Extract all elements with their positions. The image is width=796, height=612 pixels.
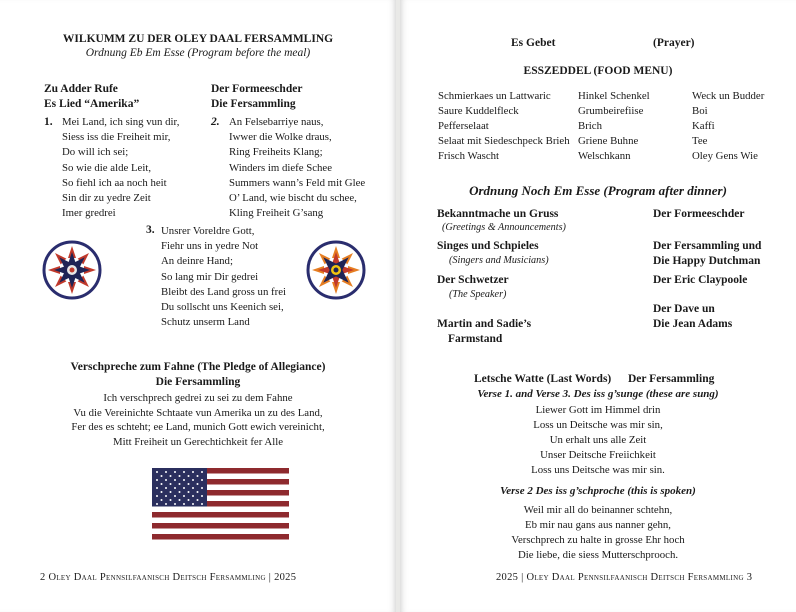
lyric-line: Bleibt des Land gross un frei [161,285,287,298]
moc-heading: Der Formeeschder [211,83,303,95]
lyric-line: Du sollscht uns Keenich sei, [161,301,284,314]
lyric-line: O’ Land, wie bischt du schee, [229,192,357,205]
pledge-line: Vu die Vereinichte Schtaate vun Amerika un zu des Land, [73,406,323,419]
menu-item: Oley Gens Wie [692,150,758,162]
spoken-verse-text [400,503,796,563]
presenter-line: Die Happy Dutchman [653,255,761,267]
verse-3-number: 3. [146,224,155,236]
lyric-line: Iwwer die Wolke draus, [229,131,332,144]
spoken-line: Eb mir nau gans aus nanner gehn, [524,519,672,531]
menu-item: Griene Buhne [578,135,639,147]
verse-3-lyrics [161,224,286,330]
presenter-line: Der Dave un [653,303,715,315]
song-heading: Es Lied “Amerika” [44,98,140,110]
lyric-line: So fiehl ich aa noch heit [62,176,167,189]
hex-sign-star-icon [306,240,366,300]
lyric-line: Unsrer Voreldre Gott, [161,225,255,237]
call-to-order-block [44,82,139,112]
lyric-line: Do will ich sei; [62,146,129,159]
menu-item: Brich [578,120,602,132]
menu-item: Welschkann [578,150,631,162]
program-item-presenter [653,239,761,269]
menu-item: Kaffi [692,120,715,132]
program-title-line: Farmstand [448,333,503,345]
verse-1-lyrics [62,115,179,221]
left-page [0,0,396,612]
program-item-presenter: Der Eric Claypoole [653,274,748,286]
menu-item: Pefferselaat [438,120,489,132]
pledge-text [0,391,396,449]
verse-2-number: 2. [211,116,220,128]
program-item-title: Der Schwetzer [437,274,509,286]
menu-item: Schmierkaes un Lattwaric [438,90,551,102]
song-line: Un erhalt uns alle Zeit [549,434,647,446]
right-page [400,0,796,612]
menu-item: Weck un Budder [692,90,765,102]
song-line: Loss uns Deitsche was mir sin. [531,464,665,476]
lyric-line: Imer gredrei [62,207,116,220]
master-of-ceremonies-block [211,82,302,112]
menu-item: Boi [692,105,708,117]
menu-item: Tee [692,135,708,147]
program-item-subtitle: (The Speaker) [449,289,507,300]
lyric-line: An Felsebarriye naus, [229,116,324,128]
lyric-line: So lang mir Dir gedrei [161,270,259,283]
song-line: Loss un Deitsche was mir sin, [533,419,663,431]
lyric-line: Sin dir zu yedre Zeit [62,192,151,205]
program-subtitle: Ordnung Eb Em Esse (Program before the meal) [85,47,311,59]
menu-item: Selaat mit Siedeschpeck Brieh [438,135,570,147]
menu-item: Frisch Wascht [438,150,500,162]
assembly-heading: Die Fersammling [211,98,296,110]
pledge-line: Ich verschprech gedrei zu sei zu dem Fahne [103,392,293,404]
lyric-line: Siess iss die Freiheit mir, [62,131,171,144]
pledge-line: Mitt Freiheit un Gerechtichkeit fer Alle [113,435,283,448]
program-item-presenter: Der Formeeschder [653,208,745,220]
lyric-line: Schutz unserm Land [161,316,250,329]
lyric-line: Kling Freiheit G’sang [229,207,324,220]
menu-item: Grumbeirefiise [578,105,644,117]
program-item-subtitle: (Greetings & Announcements) [442,222,566,233]
program-item-title [437,317,531,347]
spoken-line: Weil mir all do beinanner schtehn, [523,504,673,516]
lyric-line: An deinre Hand; [161,255,233,268]
pledge-who: Die Fersammling [155,376,241,388]
program-title-line: Martin and Sadie’s [437,318,532,330]
lyric-line: Mei Land, ich sing vun dir, [62,116,180,128]
lyric-line: So wie die alde Leit, [62,161,152,174]
presenter-line: Der Fersammling und [653,240,762,252]
menu-item: Saure Kuddelfleck [438,105,519,117]
spoken-line: Verschprech zu halte in grosse Ehr hoch [511,534,685,546]
program-item-presenter [653,302,732,332]
presenter-line: Die Jean Adams [653,318,733,330]
call-to-order-heading: Zu Adder Rufe [44,83,118,95]
sung-verse-header: Verse 1. and Verse 3. Des iss g’sunge (these are sung) [477,388,719,400]
program-item-title: Singes und Schpieles [437,240,539,252]
food-menu-title: ESSZEDDEL (FOOD MENU) [523,65,673,77]
sung-verse-text [400,403,796,478]
last-words-title: Letsche Watte (Last Words) [474,373,612,385]
after-dinner-title: Ordnung Noch Em Esse (Program after dinner) [469,183,727,198]
lyric-line: Summers wann’s Feld mit Glee [229,176,366,189]
us-flag-icon [152,468,289,540]
program-item-title: Bekanntmache un Gruss [437,208,559,220]
last-words-presenter: Der Fersammling [628,373,715,385]
menu-column [692,89,764,164]
song-line: Liewer Gott im Himmel drin [535,404,661,416]
program-item-subtitle: (Singers and Musicians) [449,255,549,266]
menu-column [578,89,650,164]
hex-sign-star-icon [42,240,102,300]
spoken-verse-header: Verse 2 Des iss g’schproche (this is spoken) [500,485,696,497]
spoken-line: Die liebe, die siess Mutterschprooch. [517,549,679,561]
verse-2-lyrics [229,115,365,221]
lyric-line: Ring Freiheits Klang; [229,146,323,159]
menu-item: Hinkel Schenkel [578,90,650,102]
lyric-line: Winders im diefe Schee [229,161,332,174]
welcome-title: WILKUMM ZU DER OLEY DAAL FERSAMMLING [62,33,334,45]
menu-column [438,89,570,164]
prayer-label: Es Gebet [511,37,556,49]
song-line: Unser Deitsche Freiichkeit [540,449,656,461]
verse-1-number: 1. [44,116,53,128]
pledge-line: Fer des es schteht; ee Land, munich Gott ewich vereinicht, [71,421,325,434]
pledge-heading-block [0,360,396,390]
page-footer-left: 2 Oley Daal Pennsilfaanisch Deitsch Fersammling | 2025 [40,572,297,583]
lyric-line: Fiehr uns in yedre Not [161,240,259,253]
page-footer-right: 2025 | Oley Daal Pennsilfaanisch Deitsch Fersammling 3 [496,572,753,583]
pledge-title: Verschpreche zum Fahne (The Pledge of Allegiance) [70,361,326,373]
prayer-translation: (Prayer) [653,37,695,49]
